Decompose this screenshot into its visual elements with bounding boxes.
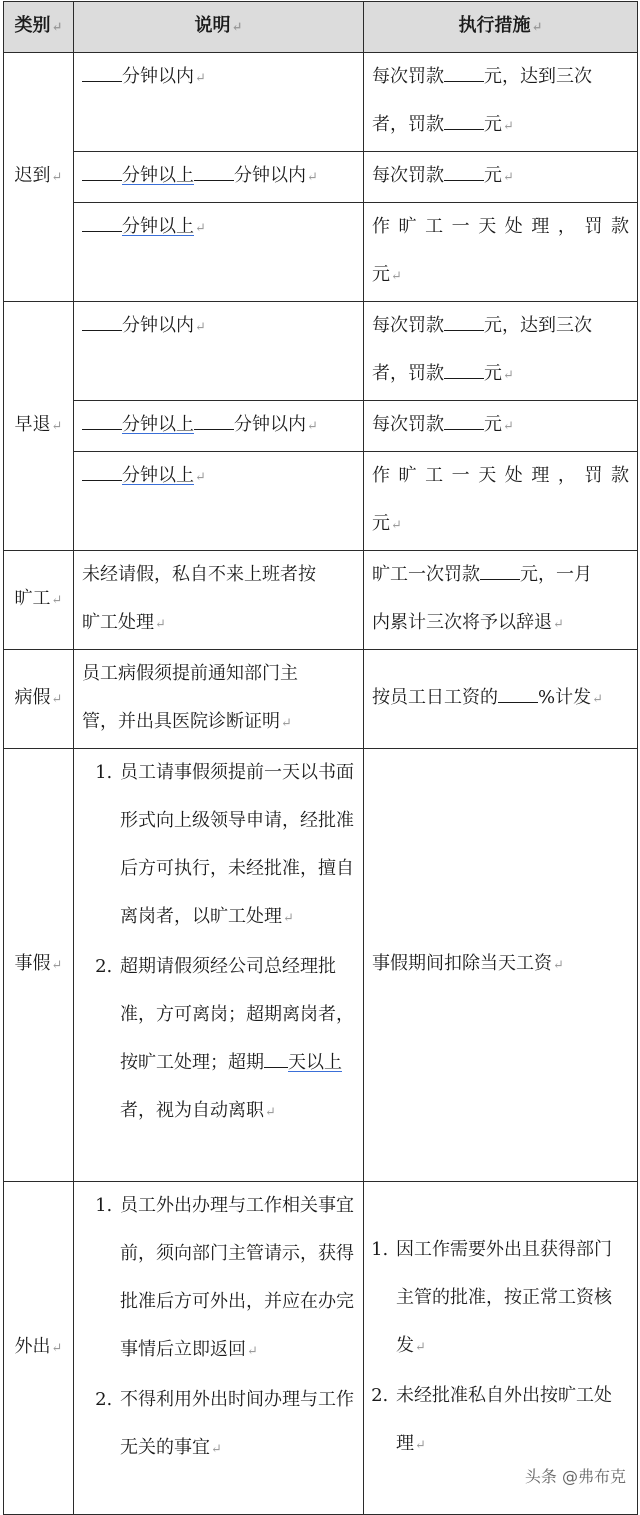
watermark: 头条 @弗布克	[524, 1467, 626, 1486]
blank-line	[444, 162, 484, 181]
description-cell: 未经请假，私自不来上班者按 旷工处理↵	[74, 551, 364, 650]
description-cell	[74, 1182, 364, 1515]
blank-line	[82, 312, 122, 331]
list-item: 2. 未经批准私自外出按旷工处理↵	[394, 1372, 629, 1470]
description-cell: 分钟以内↵	[74, 302, 364, 401]
blank-line	[194, 162, 234, 181]
category-cell: 事假↵	[4, 749, 74, 1182]
description-cell: 分钟以上 分钟以内↵	[74, 401, 364, 452]
action-cell: 每次罚款 元↵	[364, 152, 638, 203]
description-cell: 员工病假须提前通知部门主 管，并出具医院诊断证明↵	[74, 650, 364, 749]
action-cell: 每次罚款 元，达到三次 者，罚款 元↵	[364, 53, 638, 152]
header-category: 类别↵	[4, 2, 74, 53]
blank-line	[444, 360, 484, 379]
attendance-table	[3, 1, 638, 1515]
blank-line	[82, 411, 122, 430]
description-cell	[74, 749, 364, 1182]
description-cell: 分钟以上↵	[74, 203, 364, 302]
blank-line	[498, 684, 538, 703]
blank-line	[264, 1049, 288, 1068]
action-cell: 每次罚款 元，达到三次 者，罚款 元↵	[364, 302, 638, 401]
table-header-row	[4, 2, 638, 53]
action-cell: 旷工一次罚款 元，一月 内累计三次将予以辞退↵	[364, 551, 638, 650]
header-action: 执行措施↵	[364, 2, 638, 53]
list-item: 1. 员工外出办理与工作相关事宜前，须向部门主管请示，获得批准后方可外出，并应在办完事情后立即返回↵	[118, 1182, 355, 1376]
blank-line	[444, 312, 484, 331]
action-cell: 按员工日工资的 %计发↵	[364, 650, 638, 749]
table-row	[4, 53, 638, 152]
description-cell: 分钟以内↵	[74, 53, 364, 152]
table-row	[4, 152, 638, 203]
description-cell: 分钟以上↵	[74, 452, 364, 551]
action-cell: 每次罚款 元↵	[364, 401, 638, 452]
action-cell: 事假期间扣除当天工资↵	[364, 749, 638, 1182]
category-cell: 病假↵	[4, 650, 74, 749]
description-cell: 分钟以上 分钟以内↵	[74, 152, 364, 203]
blank-line	[444, 411, 484, 430]
blank-line	[480, 561, 520, 580]
category-cell: 旷工↵	[4, 551, 74, 650]
table-row	[4, 650, 638, 749]
blank-line	[194, 411, 234, 430]
list-item: 1. 员工请事假须提前一天以书面形式向上级领导申请，经批准后方可执行，未经批准，擅自离岗者，以旷工处理↵	[118, 749, 355, 943]
blank-line	[82, 63, 122, 82]
category-cell: 外出↵	[4, 1182, 74, 1515]
action-cell: 作旷工一天处理，罚款 元↵	[364, 452, 638, 551]
blank-line	[82, 462, 122, 481]
blank-line	[82, 213, 122, 232]
category-cell: 迟到↵	[4, 53, 74, 302]
blank-line	[444, 111, 484, 130]
blank-line	[444, 63, 484, 82]
header-description: 说明↵	[74, 2, 364, 53]
table-row	[4, 749, 638, 1182]
list-item: 1. 因工作需要外出且获得部门主管的批准，按正常工资核发↵	[394, 1226, 629, 1372]
table-row	[4, 203, 638, 302]
list-item: 2. 不得利用外出时间办理与工作无关的事宜↵	[118, 1376, 355, 1474]
table-row	[4, 452, 638, 551]
table-row	[4, 302, 638, 401]
category-cell: 早退↵	[4, 302, 74, 551]
table-row	[4, 401, 638, 452]
blank-line	[82, 162, 122, 181]
list-item: 2. 超期请假须经公司总经理批准，方可离岗；超期离岗者，按旷工处理；超期 天以上者，视为自动离职↵	[118, 943, 355, 1137]
action-cell: 作旷工一天处理，罚款 元↵	[364, 203, 638, 302]
table-row	[4, 551, 638, 650]
